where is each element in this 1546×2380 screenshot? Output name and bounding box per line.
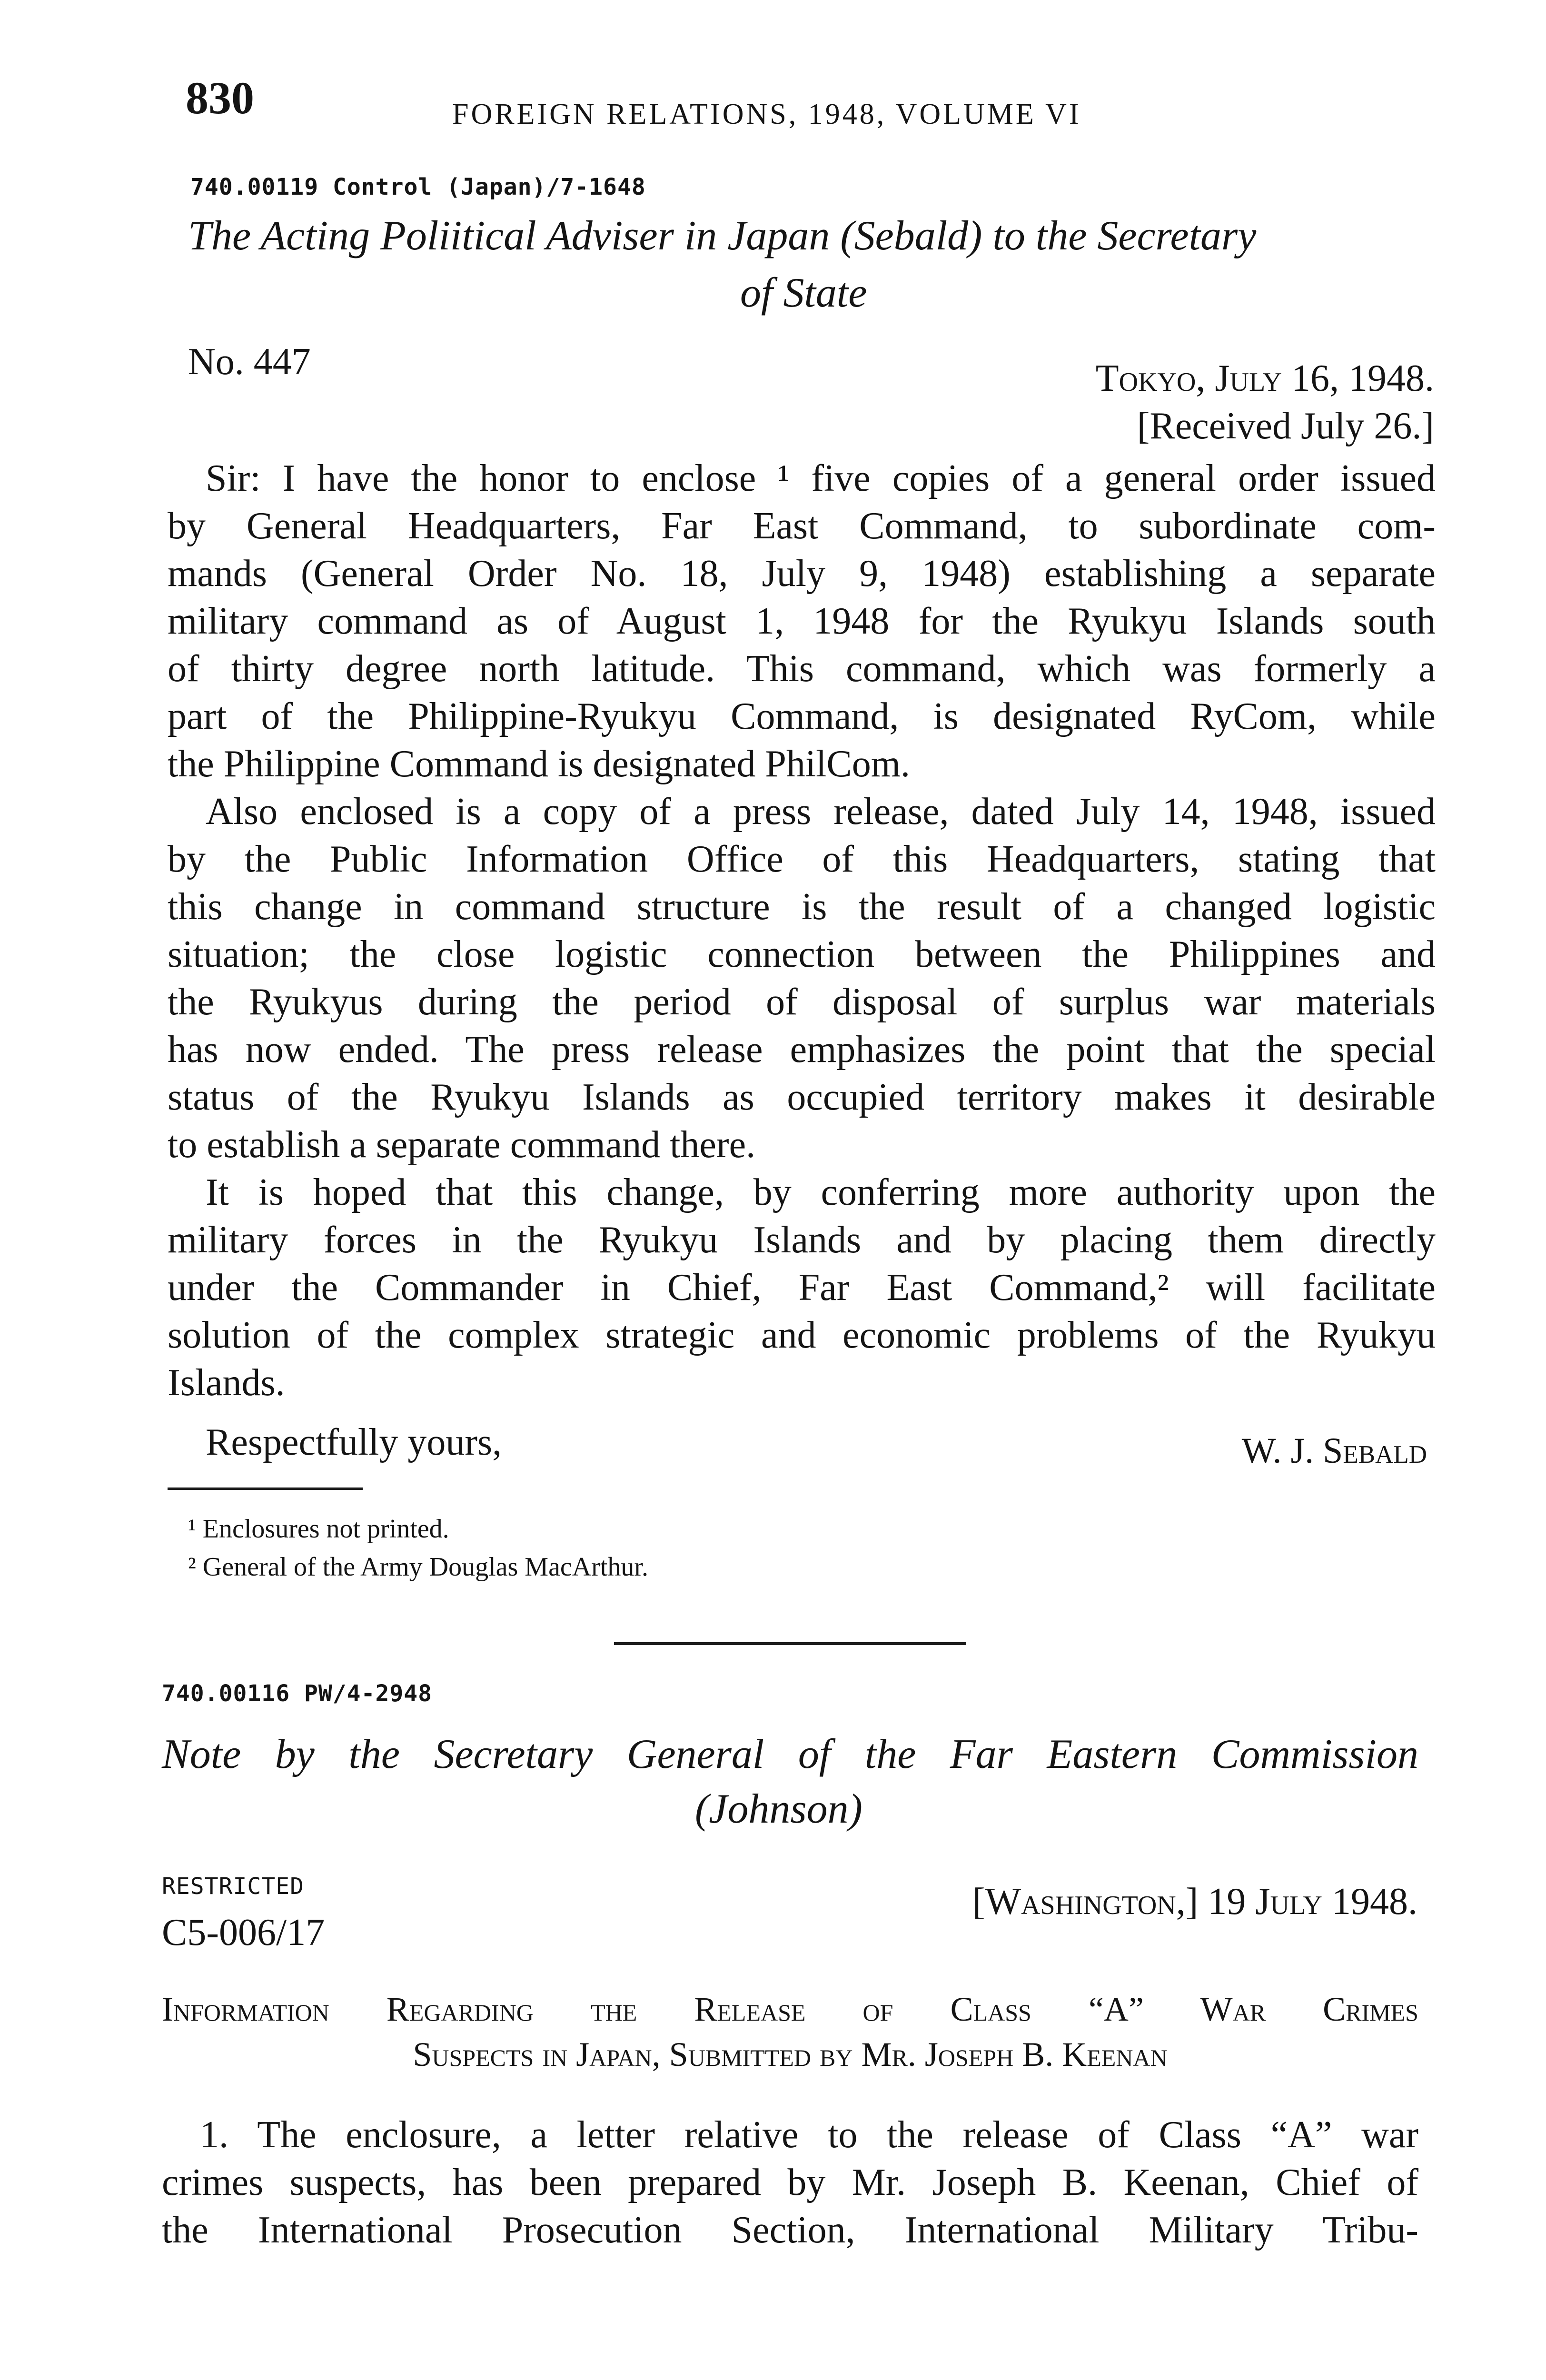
body-line: the Philippine Command is designated PhilCom. xyxy=(168,743,910,785)
body-line: under the Commander in Chief, Far East Command,² will facilitate xyxy=(168,1267,1436,1309)
body-line: 1. The enclosure, a letter relative to the release of Class “A” war xyxy=(200,2114,1418,2156)
body-line: by General Headquarters, Far East Command, to subordinate com- xyxy=(168,505,1436,547)
body-line: military command as of August 1, 1948 for the Ryukyu Islands south xyxy=(168,600,1436,642)
body-line: status of the Ryukyu Islands as occupied territory makes it desirable xyxy=(168,1076,1436,1118)
footnote: ¹ Enclosures not printed. xyxy=(188,1514,449,1544)
document-title: Note by the Secretary General of the Far Eastern Commission xyxy=(162,1731,1418,1777)
document-title: The Acting Poliitical Adviser in Japan (Sebald) to the Secretary xyxy=(188,213,1257,259)
body-line: It is hoped that this change, by conferring more authority upon the xyxy=(206,1171,1436,1213)
footnote-rule xyxy=(168,1488,363,1490)
document-number: C5-006/17 xyxy=(162,1912,325,1954)
running-title: FOREIGN RELATIONS, 1948, VOLUME VI xyxy=(452,98,1081,130)
body-line: this change in command structure is the result of a changed logistic xyxy=(168,886,1436,928)
body-line: of thirty degree north latitude. This command, which was formerly a xyxy=(168,648,1436,690)
document-title-continued: (Johnson) xyxy=(695,1786,862,1832)
body-line: Islands. xyxy=(168,1362,285,1404)
body-line: solution of the complex strategic and economic problems of the Ryukyu xyxy=(168,1314,1436,1356)
document-title-continued: of State xyxy=(740,270,867,316)
section-divider xyxy=(614,1642,966,1645)
closing: Respectfully yours, xyxy=(206,1421,502,1463)
body-line: to establish a separate command there. xyxy=(168,1124,756,1166)
classification-label: RESTRICTED xyxy=(162,1873,304,1900)
section-heading-continued: Suspects in Japan, Submitted by Mr. Joseph B. Keenan xyxy=(413,2035,1168,2073)
file-reference: 740.00119 Control (Japan)/7-1648 xyxy=(190,174,646,200)
body-line: crimes suspects, has been prepared by Mr. Joseph B. Keenan, Chief of xyxy=(162,2162,1418,2203)
signature: W. J. Sebald xyxy=(1241,1431,1427,1471)
received-date: [Received July 26.] xyxy=(1137,405,1434,447)
body-line: part of the Philippine-Ryukyu Command, is designated RyCom, while xyxy=(168,695,1436,737)
place-date: [Washington,] 19 July 1948. xyxy=(972,1881,1417,1923)
body-line: the International Prosecution Section, International Military Tribu- xyxy=(162,2209,1418,2251)
body-line: Sir: I have the honor to enclose ¹ five copies of a general order issued xyxy=(206,457,1436,499)
body-line: situation; the close logistic connection between the Philippines and xyxy=(168,933,1436,975)
body-line: the Ryukyus during the period of disposal of surplus war materials xyxy=(168,981,1436,1023)
body-line: military forces in the Ryukyu Islands and by placing them directly xyxy=(168,1219,1436,1261)
footnote: ² General of the Army Douglas MacArthur. xyxy=(188,1552,648,1582)
body-line: mands (General Order No. 18, July 9, 1948) establishing a separate xyxy=(168,553,1436,595)
section-heading: Information Regarding the Release of Class “A” War Crimes xyxy=(162,1990,1418,2028)
body-line: Also enclosed is a copy of a press release, dated July 14, 1948, issued xyxy=(206,791,1436,833)
place-date: Tokyo, July 16, 1948. xyxy=(1095,357,1434,399)
body-line: by the Public Information Office of this Headquarters, stating that xyxy=(168,838,1436,880)
document-number: No. 447 xyxy=(188,341,311,383)
file-reference: 740.00116 PW/4-2948 xyxy=(162,1680,433,1707)
body-line: has now ended. The press release emphasizes the point that the special xyxy=(168,1029,1436,1071)
page-number: 830 xyxy=(186,72,254,123)
